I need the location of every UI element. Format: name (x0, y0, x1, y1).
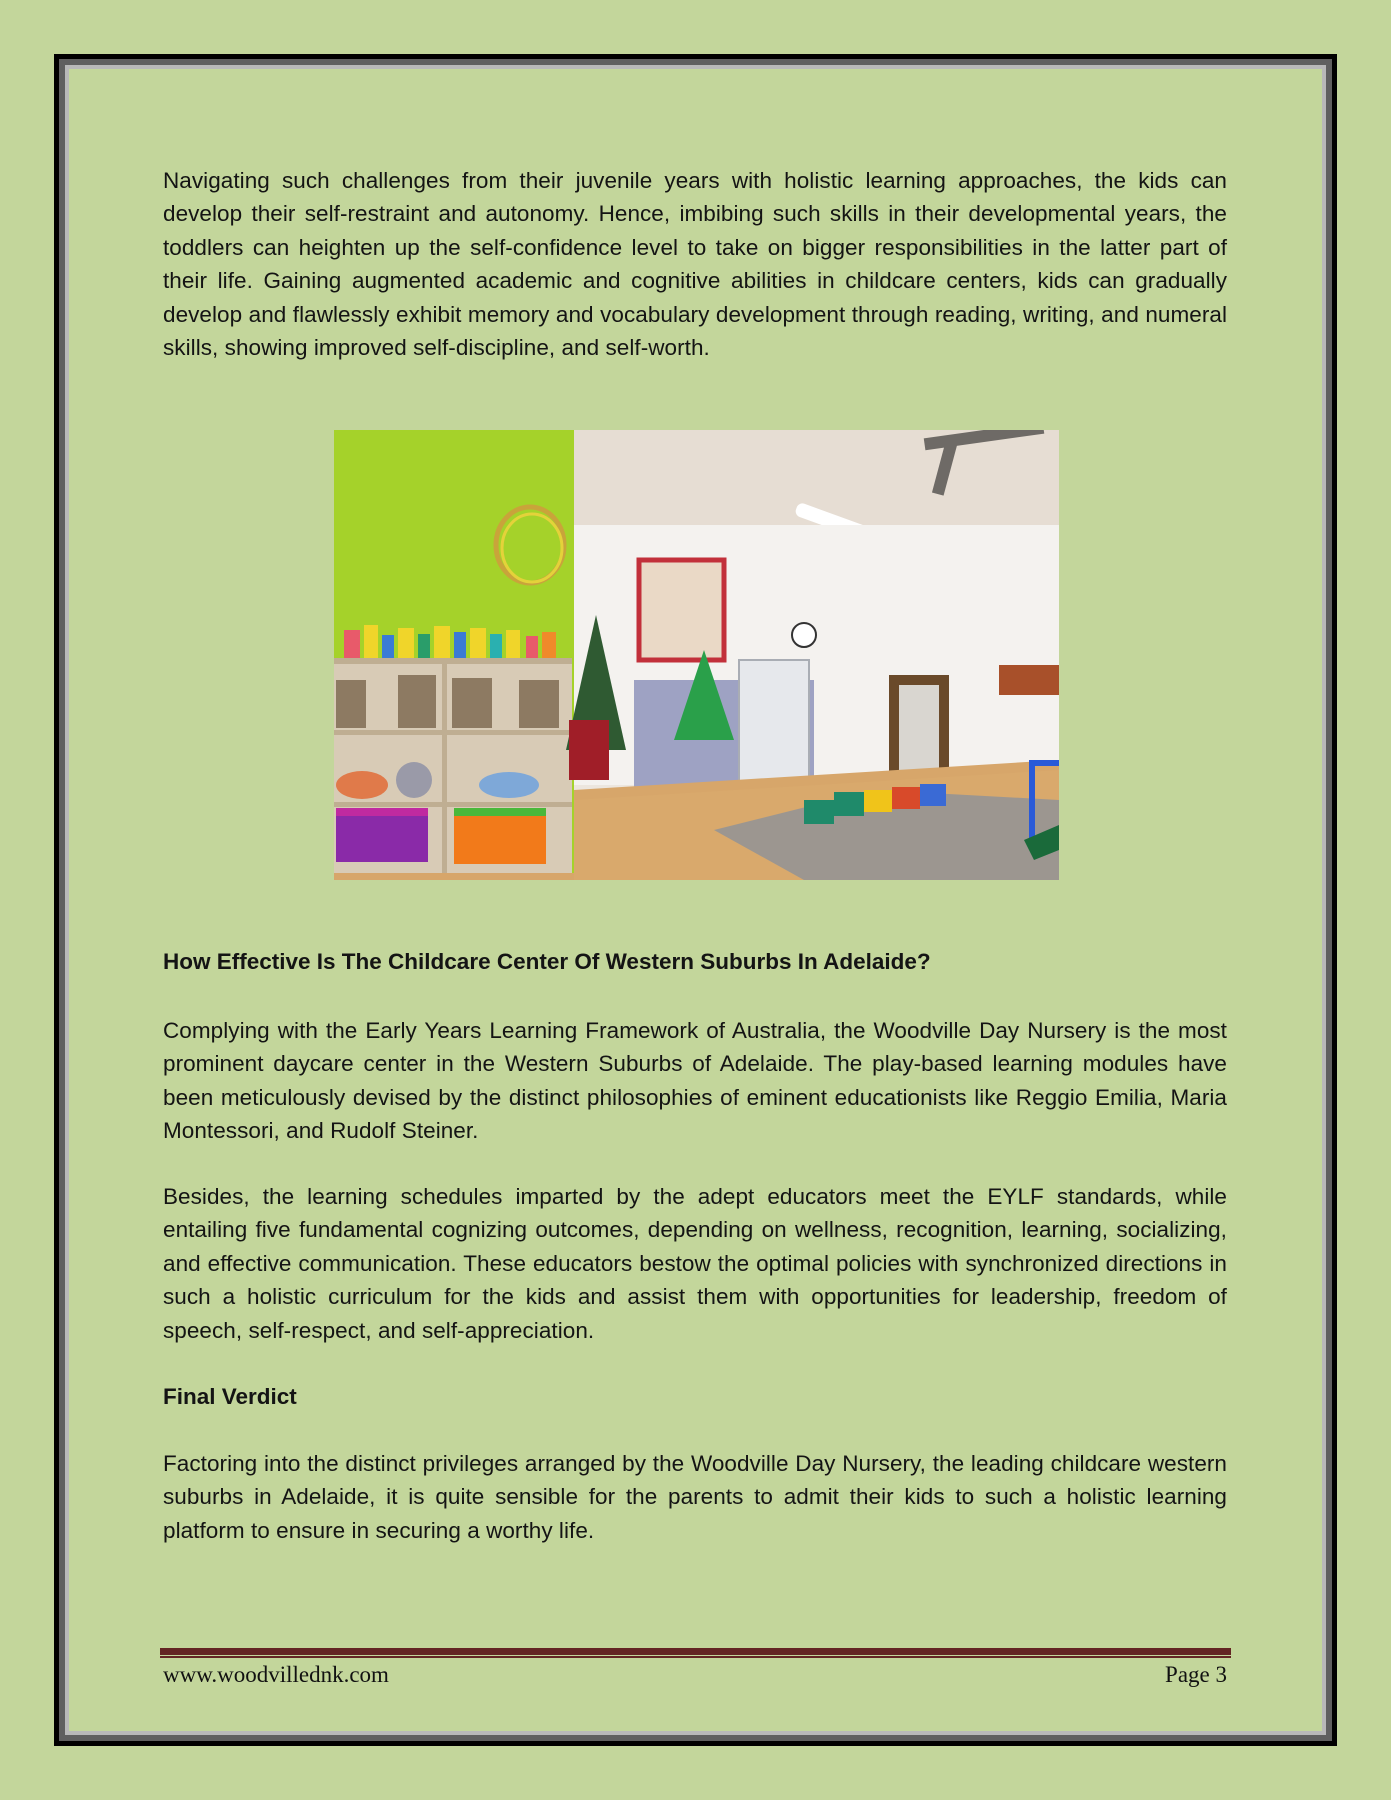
section-heading-final-verdict-block (163, 1380, 1227, 1413)
footer-page-number: Page 3 (1165, 1662, 1227, 1687)
paragraph-factoring-privileges: Factoring into the distinct privileges arranged by the Woodville Day Nursery, the leading childcare western suburbs in Adelaide, it is quite sensible for the parents to admit their kids to such a holistic learning platform to ensure in securing a worthy life. (163, 1451, 1227, 1543)
paragraph-complying-framework: Complying with the Early Years Learning Framework of Australia, the Woodville Day Nursery is the most prominent daycare center in the Western Suburbs of Adelaide. The play-based learning modules have been meticulously devised by the distinct philosophies of eminent educationists like Reggio Emilia, Maria Montessori, and Rudolf Steiner. (163, 1018, 1227, 1144)
heading-final-verdict: Final Verdict (163, 1384, 297, 1409)
verdict-paragraph-block (163, 1447, 1227, 1547)
section-heading-effectiveness-block (163, 945, 1227, 978)
paragraph-navigating-challenges: Navigating such challenges from their juvenile years with holistic learning approaches, the kids can develop their self-restraint and autonomy. Hence, imbibing such skills in their developmental years, the toddlers can heighten up the self-confidence level to take on bigger responsibilities in the latter part of their life. Gaining augmented academic and cognitive abilities in childcare centers, kids can gradually develop and flawlessly exhibit memory and vocabulary development through reading, writing, and numeral skills, showing improved self-discipline, and self-worth. (163, 168, 1227, 361)
footer-divider-thick (160, 1648, 1231, 1655)
footer-divider (160, 1648, 1231, 1659)
childcare-room-photo (334, 430, 1059, 880)
page-footer (163, 1660, 1227, 1690)
footer-website-link[interactable]: www.woodvillednk.com (163, 1662, 389, 1687)
childcare-room-illustration (334, 430, 1059, 880)
footer-divider-thin (160, 1656, 1231, 1658)
paragraph-learning-schedules: Besides, the learning schedules imparted by the adept educators meet the EYLF standards, while entailing five fundamental cognizing outcomes, depending on wellness, recognition, learning, socializing, and effective communication. These educators bestow the optimal policies with synchronized directions in such a holistic curriculum for the kids and assist them with opportunities for leadership, freedom of speech, self-respect, and self-appreciation. (163, 1184, 1227, 1343)
framework-paragraph-block (163, 1014, 1227, 1148)
educators-paragraph-block (163, 1180, 1227, 1347)
heading-how-effective: How Effective Is The Childcare Center Of Western Suburbs In Adelaide? (163, 949, 931, 974)
intro-paragraph-block (163, 164, 1227, 364)
